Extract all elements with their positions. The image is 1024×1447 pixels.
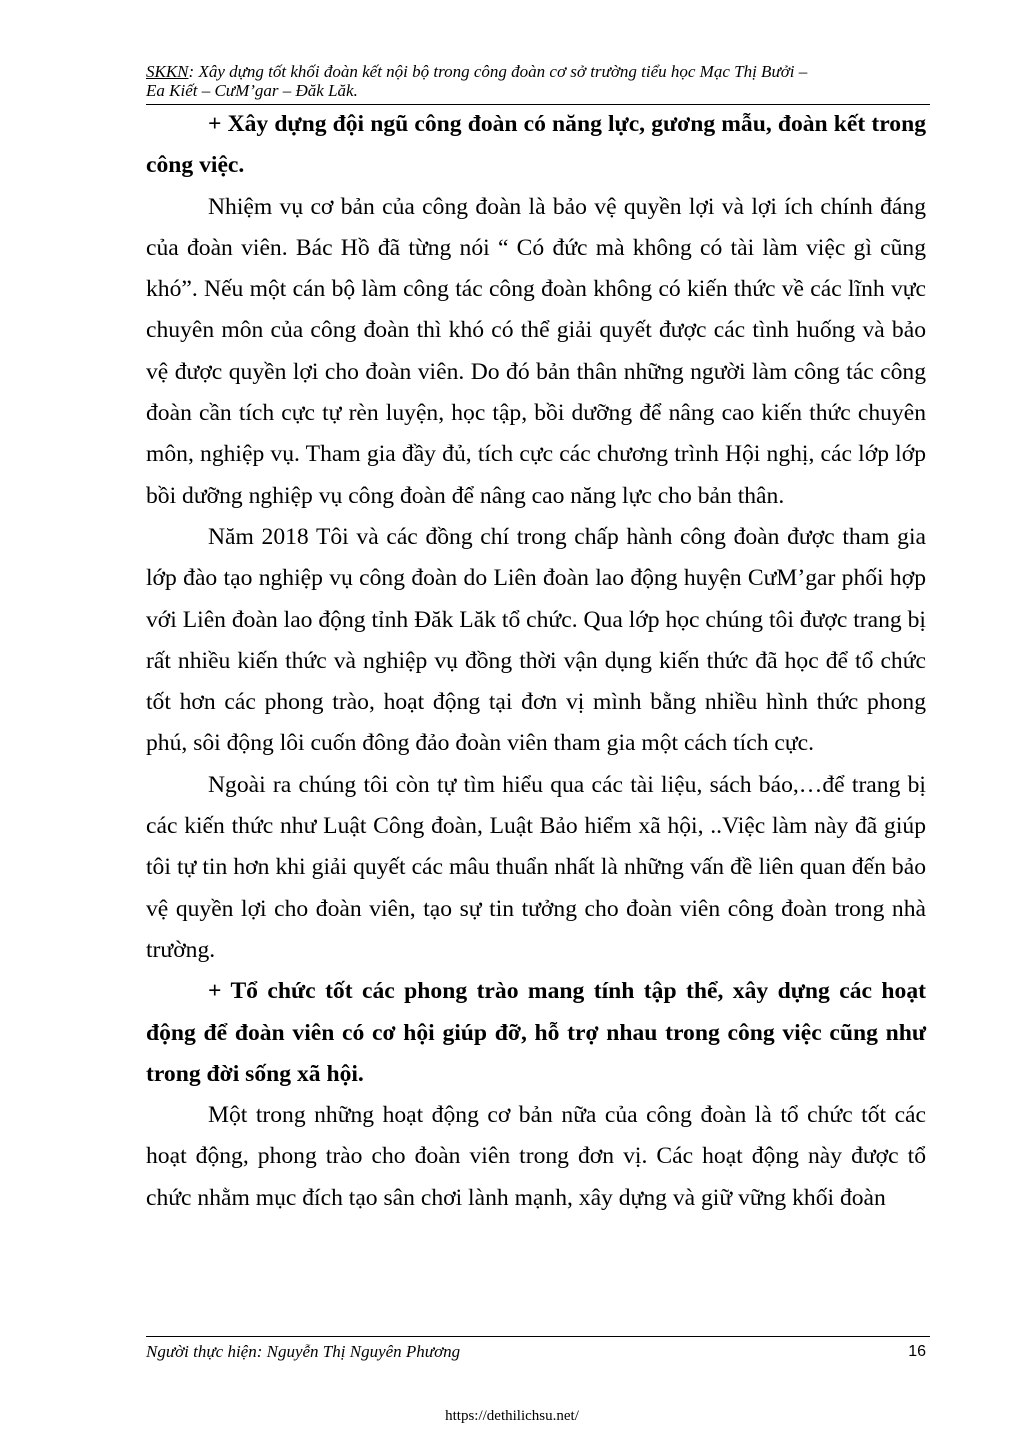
- header-title-line2: Ea Kiết – CưM’gar – Đăk Lăk.: [146, 81, 358, 100]
- footer-divider: [146, 1336, 930, 1337]
- page-number: 16: [908, 1343, 926, 1360]
- document-body: [146, 104, 926, 1219]
- source-url: https://dethilichsu.net/: [445, 1408, 579, 1424]
- footer-author: Người thực hiện: Nguyễn Thị Nguyên Phương: [146, 1342, 461, 1361]
- header-title-line1: : Xây dựng tốt khối đoàn kết nội bộ trong công đoàn cơ sở trường tiểu học Mạc Thị Bưởi –: [188, 62, 808, 81]
- section-heading: + Xây dựng đội ngũ công đoàn có năng lực, gương mẫu, đoàn kết trong công việc.: [146, 111, 926, 179]
- paragraph: Nhiệm vụ cơ bản của công đoàn là bảo vệ quyền lợi và lợi ích chính đáng của đoàn viên. Bác Hồ đã từng nói “ Có đức mà không có tài làm việc gì cũng khó”. Nếu một cán bộ làm công tác công đoàn không có kiến thức về các lĩnh vực chuyên môn của công đoàn thì khó có thể giải quyết được các tình huống và bảo vệ được quyền lợi cho đoàn viên. Do đó bản thân những người làm công tác công đoàn cần tích cực tự rèn luyện, học tập, bồi dưỡng để nâng cao kiến thức chuyên môn, nghiệp vụ. Tham gia đầy đủ, tích cực các chương trình Hội nghị, các lớp lớp bồi dưỡng nghiệp vụ công đoàn để nâng cao năng lực cho bản thân.: [146, 193, 926, 509]
- paragraph: Năm 2018 Tôi và các đồng chí trong chấp hành công đoàn được tham gia lớp đào tạo nghiệp vụ công đoàn do Liên đoàn lao động huyện CưM’gar phối hợp với Liên đoàn lao động tỉnh Đăk Lăk tổ chức. Qua lớp học chúng tôi được trang bị rất nhiều kiến thức và nghiệp vụ đồng thời vận dụng kiến thức đã học để tổ chức tốt hơn các phong trào, hoạt động tại đơn vị mình bằng nhiều hình thức phong phú, sôi động lôi cuốn đông đảo đoàn viên tham gia một cách tích cực.: [146, 523, 926, 757]
- section-heading: + Tổ chức tốt các phong trào mang tính tập thể, xây dựng các hoạt động để đoàn viên có cơ hội giúp đỡ, hỗ trợ nhau trong công việc cũng như trong đời sống xã hội.: [146, 978, 926, 1087]
- paragraph: Ngoài ra chúng tôi còn tự tìm hiểu qua các tài liệu, sách báo,…để trang bị các kiến thức như Luật Công đoàn, Luật Bảo hiểm xã hội, ..Việc làm này đã giúp tôi tự tin hơn khi giải quyết các mâu thuẩn nhất là những vấn đề liên quan đến bảo vệ quyền lợi cho đoàn viên, tạo sự tin tưởng cho đoàn viên công đoàn trong nhà trường.: [146, 771, 926, 963]
- header-prefix: SKKN: [146, 62, 189, 81]
- page-header: [146, 62, 928, 100]
- paragraph: Một trong những hoạt động cơ bản nữa của công đoàn là tổ chức tốt các hoạt động, phong trào cho đoàn viên trong đơn vị. Các hoạt động này được tổ chức nhằm mục đích tạo sân chơi lành mạnh, xây dựng và giữ vững khối đoàn: [146, 1102, 926, 1211]
